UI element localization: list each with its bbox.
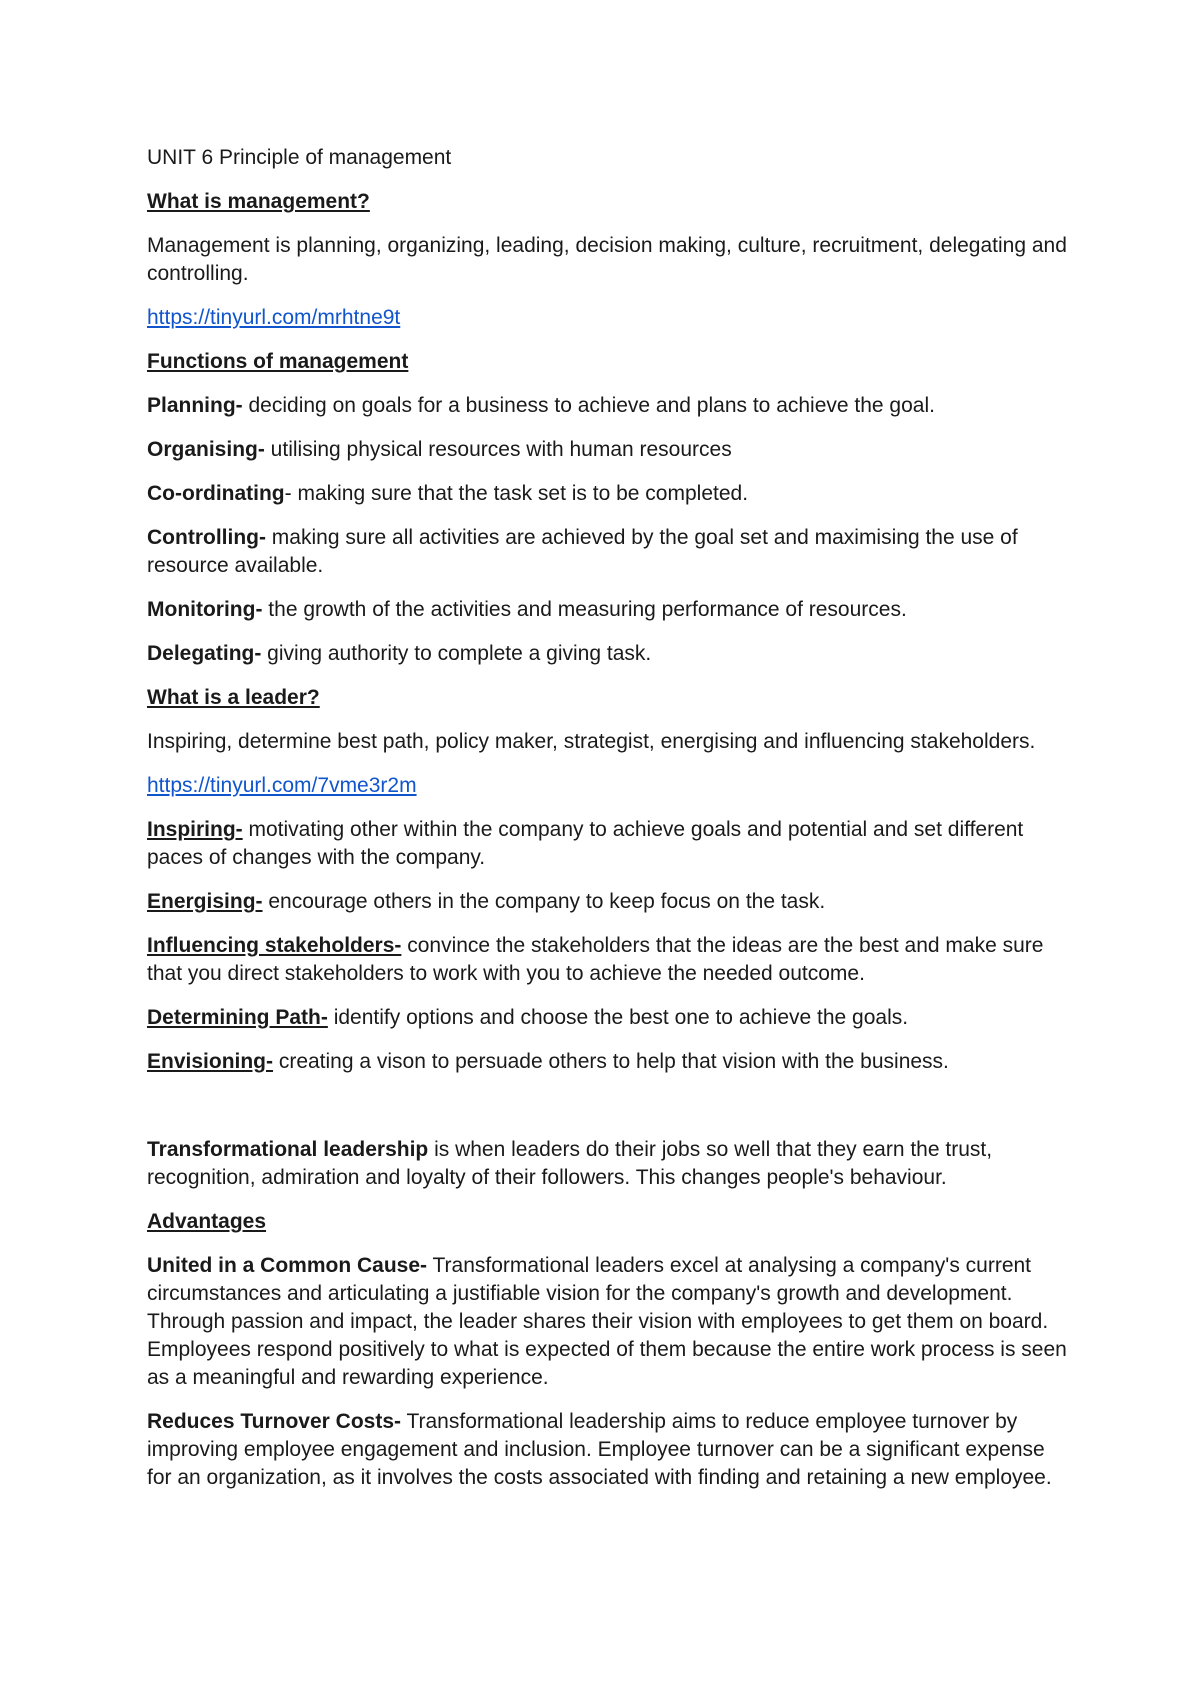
function-term: Co-ordinating xyxy=(147,482,285,505)
function-item-organising xyxy=(147,436,1067,464)
transformational-term: Transformational leadership xyxy=(147,1138,429,1161)
function-desc: giving authority to complete a giving task. xyxy=(261,642,652,665)
management-heading xyxy=(147,188,1067,216)
leader-item-determining-path xyxy=(147,1004,1067,1032)
leader-item-influencing xyxy=(147,932,1067,988)
function-item-delegating xyxy=(147,640,1067,668)
management-link[interactable]: https://tinyurl.com/mrhtne9t xyxy=(147,306,401,329)
functions-heading-text: Functions of management xyxy=(147,350,409,373)
function-item-monitoring xyxy=(147,596,1067,624)
transformational-desc: is when leaders do their jobs so well that they earn the trust, recognition, admiration and loyalty of their followers. This changes people's behaviour. xyxy=(147,1138,993,1189)
function-term: Controlling- xyxy=(147,526,266,549)
management-link-paragraph xyxy=(147,304,1067,332)
leader-term: Influencing stakeholders- xyxy=(147,934,402,957)
leader-heading-text: What is a leader? xyxy=(147,686,320,709)
document-page xyxy=(147,144,1067,1508)
function-desc: utilising physical resources with human resources xyxy=(264,438,732,461)
function-item-coordinating xyxy=(147,480,1067,508)
leader-desc: motivating other within the company to achieve goals and potential and set different paces of changes with the company. xyxy=(147,818,1024,869)
leader-link-paragraph xyxy=(147,772,1067,800)
leader-desc: creating a vison to persuade others to help that vision with the business. xyxy=(273,1050,949,1073)
function-item-planning xyxy=(147,392,1067,420)
leader-item-envisioning xyxy=(147,1048,1067,1076)
advantage-term: United in a Common Cause- xyxy=(147,1254,428,1277)
transformational-leadership-paragraph xyxy=(147,1136,1067,1192)
management-heading-text: What is management? xyxy=(147,190,370,213)
leader-term: Determining Path- xyxy=(147,1006,328,1029)
leader-desc: identify options and choose the best one to achieve the goals. xyxy=(327,1006,909,1029)
management-definition: Management is planning, organizing, leading, decision making, culture, recruitment, delegating and controlling. xyxy=(147,234,1067,285)
leader-heading xyxy=(147,684,1067,712)
function-desc: the growth of the activities and measuring performance of resources. xyxy=(262,598,907,621)
leader-term: Energising- xyxy=(147,890,263,913)
advantage-desc: Transformational leaders excel at analysing a company's current circumstances and articulating a justifiable vision for the company's growth and development. Through passion and impact, the leader shares their vision with employees to get them on board. Employees respond positively to what is expected of them because the entire work process is seen as a meaningful and rewarding experience. xyxy=(147,1254,1067,1389)
advantages-heading-text: Advantages xyxy=(147,1210,267,1233)
blank-line xyxy=(147,1092,1067,1136)
function-term: Delegating- xyxy=(147,642,262,665)
advantage-item-turnover-costs xyxy=(147,1408,1067,1492)
leader-term: Envisioning- xyxy=(147,1050,273,1073)
function-desc: making sure all activities are achieved by the goal set and maximising the use of resource available. xyxy=(147,526,1018,577)
leader-desc: encourage others in the company to keep focus on the task. xyxy=(262,890,826,913)
leader-desc: convince the stakeholders that the ideas are the best and make sure that you direct stakeholders to work with you to achieve the needed outcome. xyxy=(147,934,1044,985)
function-term: Organising- xyxy=(147,438,265,461)
leader-term: Inspiring- xyxy=(147,818,243,841)
advantage-item-common-cause xyxy=(147,1252,1067,1392)
function-term: Monitoring- xyxy=(147,598,263,621)
leader-item-inspiring xyxy=(147,816,1067,872)
leader-item-energising xyxy=(147,888,1067,916)
function-item-controlling xyxy=(147,524,1067,580)
advantages-heading xyxy=(147,1208,1067,1236)
advantage-term: Reduces Turnover Costs- xyxy=(147,1410,401,1433)
leader-definition: Inspiring, determine best path, policy maker, strategist, energising and influencing stakeholders. xyxy=(147,730,1036,753)
function-desc: deciding on goals for a business to achieve and plans to achieve the goal. xyxy=(242,394,935,417)
page-title: UNIT 6 Principle of management xyxy=(147,146,452,169)
leader-link[interactable]: https://tinyurl.com/7vme3r2m xyxy=(147,774,417,797)
function-term: Planning- xyxy=(147,394,243,417)
functions-heading xyxy=(147,348,1067,376)
function-desc: - making sure that the task set is to be completed. xyxy=(284,482,749,505)
advantage-desc: Transformational leadership aims to reduce employee turnover by improving employee engagement and inclusion. Employee turnover can be a significant expense for an organization, as it involves the costs associated with finding and retaining a new employee. xyxy=(147,1410,1052,1489)
